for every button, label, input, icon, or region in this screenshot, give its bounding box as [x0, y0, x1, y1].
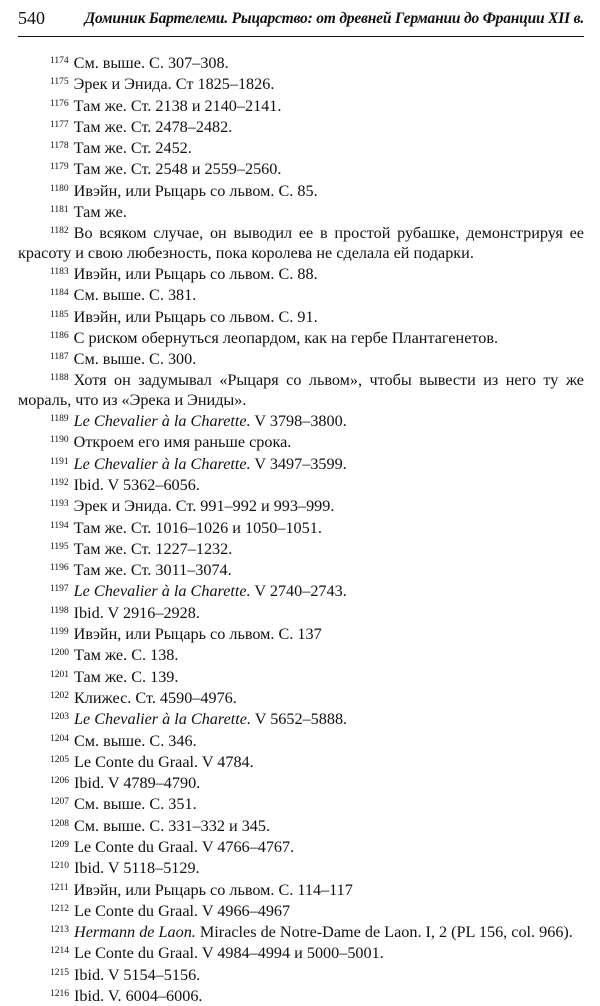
footnote-text: Хотя он задумывал «Рыцаря со львом», чтобы вывести из него ту же мораль, что из «Эрека и Эниды».: [18, 371, 584, 409]
footnote-text: Клижес. Ст. 4590–4976.: [74, 688, 237, 707]
footnote: [18, 793, 584, 814]
footnote-number: 1207: [50, 797, 69, 808]
footnote: [18, 369, 584, 410]
footnote-text: См. выше. С. 381.: [73, 286, 197, 305]
footnote: [18, 306, 584, 327]
footnote: [18, 95, 584, 116]
footnote-text: V 5652–5888.: [251, 710, 348, 729]
footnote: [18, 815, 584, 836]
footnote: [18, 348, 584, 369]
footnote: [18, 772, 584, 793]
footnote: [18, 263, 584, 284]
footnote: [18, 857, 584, 878]
footnote-text: Там же. Ст. 1016–1026 и 1050–1051.: [73, 518, 322, 537]
footnote-number: 1204: [50, 733, 69, 744]
footnote-text: Там же. Ст. 2138 и 2140–2141.: [73, 96, 282, 115]
footnote: [18, 222, 584, 263]
footnote-text: Le Conte du Graal. V 4966–4967: [74, 901, 291, 920]
footnote: [18, 666, 584, 687]
footnote-number: 1199: [50, 627, 69, 638]
footnote: [18, 730, 584, 751]
footnote-text: Откроем его имя раньше срока.: [73, 433, 292, 452]
footnote-number: 1210: [50, 861, 69, 872]
footnote: [18, 644, 584, 665]
footnote-text: См. выше. С. 307–308.: [73, 54, 229, 72]
footnote-number: 1206: [50, 776, 69, 787]
footnote-number: 1190: [50, 435, 69, 446]
footnote-text: Там же. С. 138.: [74, 646, 179, 665]
footnote: [18, 985, 584, 1006]
footnote-number: 1194: [50, 520, 69, 531]
footnote: [18, 495, 584, 516]
footnote-number: 1184: [50, 288, 69, 299]
footnote: [18, 431, 584, 452]
footnote-number: 1188: [50, 373, 69, 384]
footnote: [18, 538, 584, 559]
footnote-number: 1209: [50, 839, 69, 850]
footnote-number: 1178: [50, 141, 69, 152]
footnote-number: 1200: [50, 648, 69, 659]
footnote-number: 1175: [50, 77, 69, 88]
footnote: [18, 580, 584, 601]
work-title: Le Chevalier à la Charette.: [74, 710, 251, 729]
footnote-text: Le Conte du Graal. V 4766–4767.: [74, 837, 295, 856]
work-title: Le Chevalier à la Charette.: [73, 582, 251, 601]
work-title: Hermann de Laon.: [74, 923, 196, 942]
footnote-number: 1213: [50, 925, 69, 936]
footnote-text: Там же. Ст. 3011–3074.: [73, 561, 232, 580]
footnote-number: 1176: [50, 98, 69, 109]
footnote-number: 1191: [50, 456, 69, 467]
footnote-number: 1187: [50, 352, 69, 363]
footnote: [18, 623, 584, 644]
running-head: Доминик Бартелеми. Рыцарство: от древней Германии до Франции XII в.: [84, 10, 584, 27]
footnote-text: Эрек и Энида. Ст 1825–1826.: [73, 75, 275, 94]
footnote-number: 1179: [50, 162, 69, 173]
footnote: [18, 158, 584, 179]
footnote-text: Le Conte du Graal. V 4984–4994 и 5000–5001.: [74, 944, 384, 963]
footnote-text: С риском обернуться леопардом, как на гербе Плантагенетов.: [73, 328, 499, 347]
footnote-text: Ивэйн, или Рыцарь со львом. С. 85.: [73, 181, 318, 200]
footnote-number: 1216: [50, 989, 69, 1000]
page-header: [18, 6, 584, 37]
footnote-text: Miracles de Notre-Dame de Laon. I, 2 (PL 156, col. 966).: [195, 923, 573, 942]
footnote-text: V 2740–2743.: [250, 582, 347, 601]
footnote-number: 1177: [50, 119, 69, 130]
footnote-number: 1192: [50, 477, 69, 488]
footnote-text: Там же.: [73, 203, 127, 222]
footnote-number: 1182: [50, 226, 69, 237]
footnote-text: Там же. С. 139.: [74, 667, 179, 686]
footnote-text: V 3497–3599.: [250, 454, 347, 473]
footnote-text: Там же. Ст. 2548 и 2559–2560.: [73, 160, 282, 179]
footnote-number: 1215: [50, 967, 69, 978]
footnote: [18, 137, 584, 158]
footnote: [18, 687, 584, 708]
footnote: [18, 284, 584, 305]
footnote-text: Ивэйн, или Рыцарь со львом. С. 88.: [73, 264, 318, 283]
footnote: [18, 836, 584, 857]
footnote-number: 1212: [50, 903, 69, 914]
footnote: [18, 942, 584, 963]
footnote-text: Там же. Ст. 1227–1232.: [73, 539, 233, 558]
footnote: [18, 52, 584, 73]
footnote-number: 1189: [50, 414, 69, 425]
footnote: [18, 751, 584, 772]
footnote-text: Эрек и Энида. Ст. 991–992 и 993–999.: [73, 497, 335, 516]
footnote-number: 1193: [50, 499, 69, 510]
footnote-number: 1181: [50, 205, 69, 216]
footnote: [18, 474, 584, 495]
footnote: [18, 708, 584, 729]
footnote-number: 1186: [50, 330, 69, 341]
footnote-number: 1208: [50, 818, 69, 829]
footnote: [18, 879, 584, 900]
footnote: [18, 964, 584, 985]
footnote: [18, 327, 584, 348]
footnote-text: Ibid. V 5362–6056.: [73, 475, 200, 494]
footnote-text: V 3798–3800.: [250, 412, 347, 431]
footnote-number: 1202: [50, 690, 69, 701]
footnote: [18, 559, 584, 580]
footnote: [18, 410, 584, 431]
footnote-text: Ивэйн, или Рыцарь со львом. С. 114–117: [73, 880, 353, 899]
footnote-text: См. выше. С. 351.: [74, 795, 197, 814]
footnote-number: 1203: [50, 712, 69, 723]
footnote: [18, 517, 584, 538]
footnote-number: 1205: [50, 754, 69, 765]
footnote: [18, 116, 584, 137]
footnote-number: 1180: [50, 183, 69, 194]
footnote-text: См. выше. С. 346.: [74, 731, 197, 750]
footnote: [18, 180, 584, 201]
footnote: [18, 73, 584, 94]
footnote-number: 1197: [50, 584, 69, 595]
footnote-number: 1185: [50, 309, 69, 320]
footnote-number: 1201: [50, 669, 69, 680]
footnote-text: Ibid. V 5154–5156.: [74, 965, 201, 984]
footnote-text: Ивэйн, или Рыцарь со львом. С. 137: [73, 625, 322, 644]
footnote-text: Там же. Ст. 2478–2482.: [73, 117, 233, 136]
footnote-text: См. выше. С. 300.: [73, 350, 197, 369]
footnote-text: Там же. Ст. 2452.: [73, 139, 192, 158]
footnotes-list: [18, 52, 584, 1006]
footnote-text: Ивэйн, или Рыцарь со львом. С. 91.: [73, 307, 318, 326]
footnote-text: Ibid. V. 6004–6006.: [74, 987, 203, 1006]
footnote: [18, 921, 584, 942]
footnote-text: Ibid. V 5118–5129.: [74, 859, 200, 878]
footnote-number: 1183: [50, 266, 69, 277]
footnote-text: Во всяком случае, он выводил ее в простой рубашке, демонстрируя ее красоту и свою любезность, пока королева не сделала ей подарки.: [18, 224, 584, 262]
footnote-text: Ibid. V 4789–4790.: [74, 774, 201, 793]
footnote-number: 1214: [50, 946, 69, 957]
footnote-text: См. выше. С. 331–332 и 345.: [74, 816, 271, 835]
footnote-number: 1196: [50, 563, 69, 574]
footnote-text: Le Conte du Graal. V 4784.: [74, 752, 254, 771]
footnote: [18, 900, 584, 921]
footnote-number: 1195: [50, 541, 69, 552]
work-title: Le Chevalier à la Charette.: [73, 454, 251, 473]
footnote: [18, 201, 584, 222]
footnote-number: 1211: [50, 882, 69, 893]
footnote: [18, 602, 584, 623]
footnote: [18, 453, 584, 474]
footnote-number: 1198: [50, 605, 69, 616]
page-number: 540: [18, 8, 45, 28]
work-title: Le Chevalier à la Charette.: [73, 412, 251, 431]
footnote-text: Ibid. V 2916–2928.: [73, 603, 200, 622]
footnote-number: 1174: [50, 56, 69, 66]
